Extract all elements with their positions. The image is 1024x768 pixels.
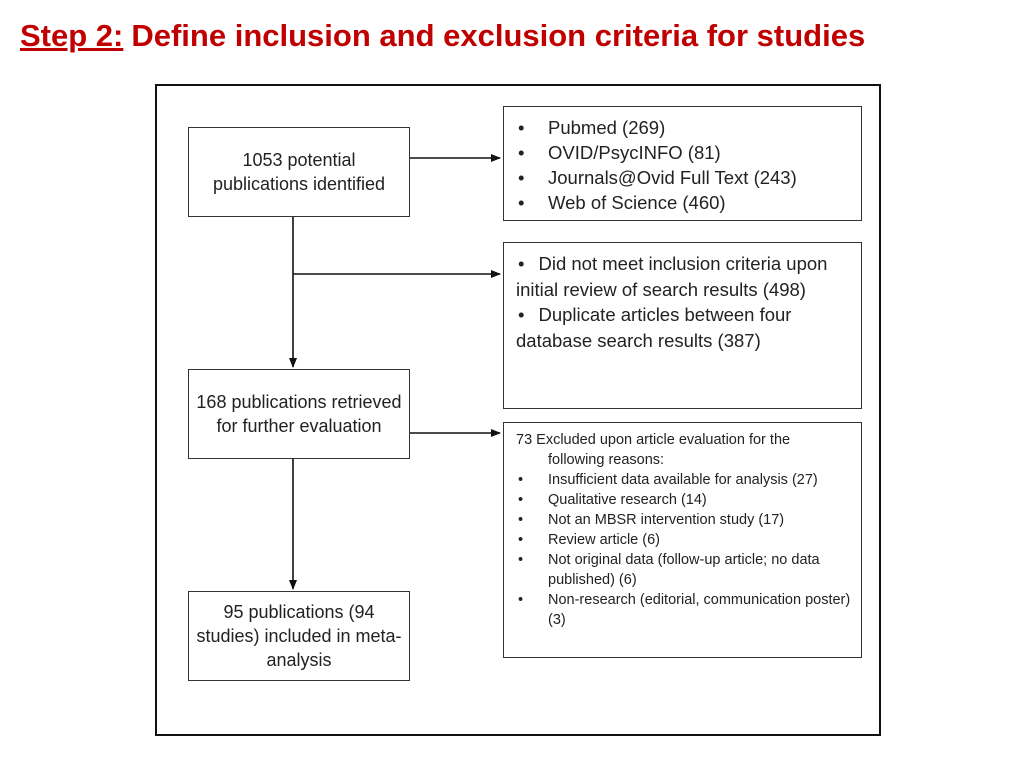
database-item: • Journals@Ovid Full Text (243) bbox=[516, 165, 853, 190]
reason-item: • Qualitative research (14) bbox=[516, 490, 853, 510]
exclusion-item: • Did not meet inclusion criteria upon initial review of search results (498) bbox=[516, 251, 851, 302]
title-text: Define inclusion and exclusion criteria for studies bbox=[131, 18, 866, 53]
reason-item: • Review article (6) bbox=[516, 530, 853, 550]
included-text: 95 publications (94 studies) included in meta-analysis bbox=[196, 602, 402, 670]
reason-item: • Non-research (editorial, communication poster) (3) bbox=[516, 590, 853, 630]
reason-item: • Not an MBSR intervention study (17) bbox=[516, 510, 853, 530]
reason-item: • Insufficient data available for analysis (27) bbox=[516, 470, 853, 490]
slide-title bbox=[20, 18, 865, 54]
exclusion-heading: 73 Excluded upon article evaluation for the bbox=[516, 432, 791, 448]
database-item: • Pubmed (269) bbox=[516, 115, 853, 140]
flowchart-frame bbox=[155, 84, 881, 736]
connector-arrows bbox=[157, 86, 879, 734]
database-item: • Web of Science (460) bbox=[516, 190, 853, 215]
retrieved-text: 168 publications retrieved for further evaluation bbox=[196, 392, 402, 436]
reason-item: • Not original data (follow-up article; no data published) (6) bbox=[516, 550, 853, 590]
database-item: • OVID/PsycINFO (81) bbox=[516, 140, 853, 165]
exclusion-item: • Duplicate articles between four database search results (387) bbox=[516, 302, 851, 353]
exclusion-heading-cont: following reasons: bbox=[548, 452, 665, 468]
identified-text: 1053 potential publications identified bbox=[212, 150, 386, 194]
step-label: Step 2: bbox=[20, 18, 124, 53]
